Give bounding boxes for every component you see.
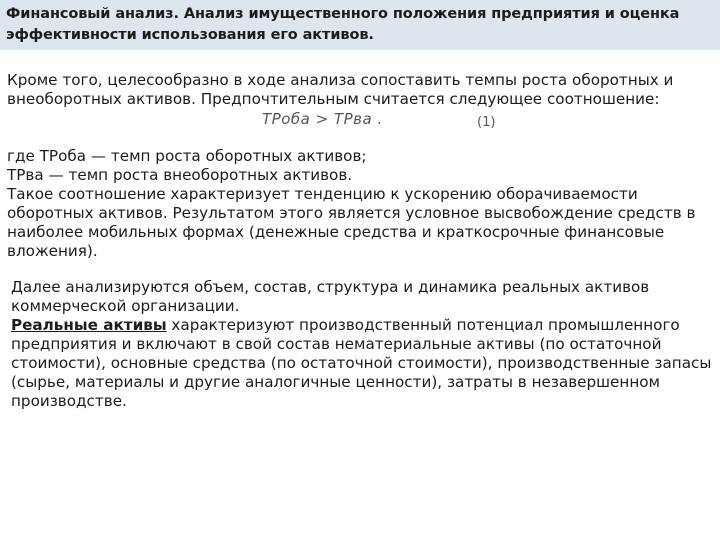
real-assets-term: Реальные активы xyxy=(11,316,167,334)
formula-number: (1) xyxy=(477,115,496,130)
intro-paragraph: Кроме того, целесообразно в ходе анализа сопоставить темпы роста оборотных и внеоборотных активов. Предпочтительным считается следующее соотношение: xyxy=(7,71,674,108)
formula-expression: TPоба > TPва . xyxy=(262,110,383,128)
analysis-paragraph: Далее анализируются объем, состав, структура и динамика реальных активов коммерческой организации. xyxy=(11,278,650,315)
real-assets-paragraph xyxy=(7,316,715,411)
real-assets-text: характеризуют производственный потенциал промышленного предприятия и включают в свой состав нематериальные активы (по остаточной стоимости), основные средства (по остаточной стоимости), производственные запасы (сырье, материалы и другие аналогичные ценности), затраты в незавершенном производстве. xyxy=(11,316,712,410)
slide-title: Финансовый анализ. Анализ имущественного положения предприятия и оценка эффективности использования его активов. xyxy=(6,6,680,43)
slide-content xyxy=(7,71,715,411)
explanation-paragraph: Такое соотношение характеризует тенденцию к ускорению оборачиваемости оборотных активов. Результатом этого является условное высвобождение средств в наиболее мобильных формах (денежные средства и краткосрочные финансовые вложения). xyxy=(7,185,696,260)
slide-header xyxy=(0,0,720,50)
definition-line: где ТРоба — темп роста оборотных активов; xyxy=(7,147,367,165)
definition-line: ТРва — темп роста внеоборотных активов. xyxy=(7,166,353,184)
spacer xyxy=(7,261,715,278)
formula xyxy=(7,109,715,147)
